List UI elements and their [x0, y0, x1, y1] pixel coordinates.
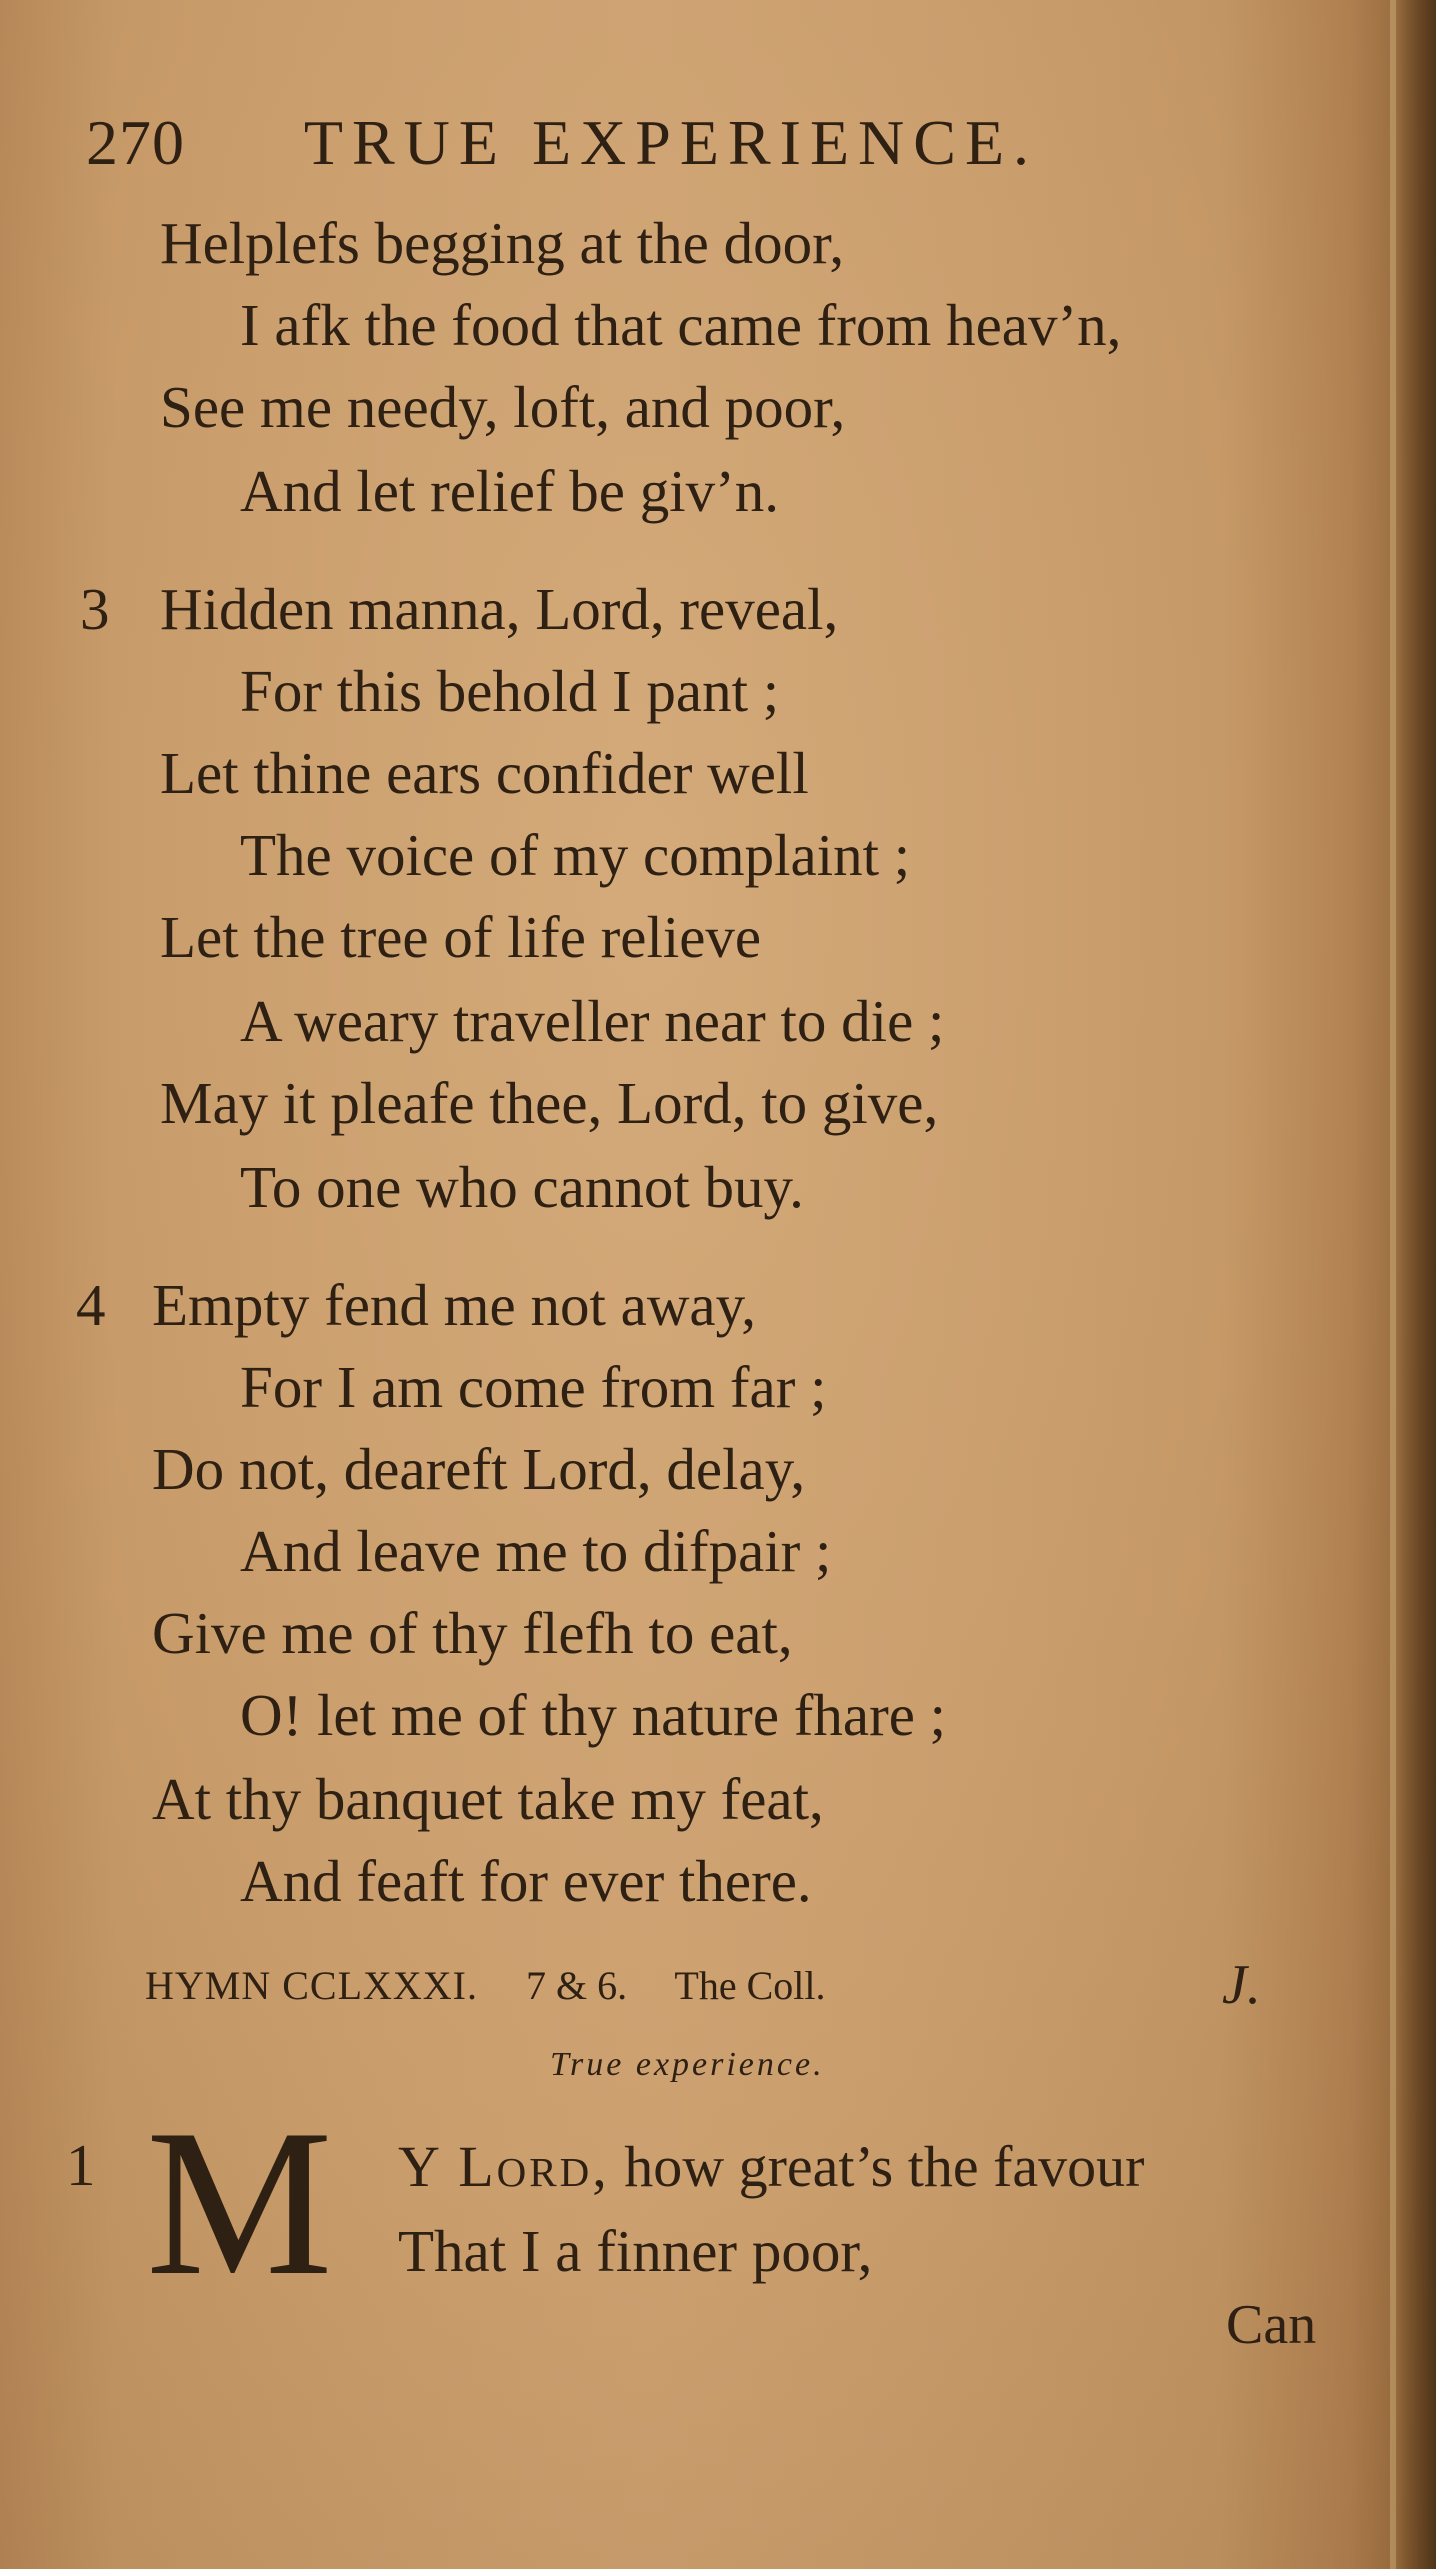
hymn-author-mark: J. [1222, 1954, 1261, 2016]
verse-line: Empty fend me not away, [152, 1272, 757, 1338]
verse-line-first [398, 2132, 1144, 2202]
verse-line: Do not, deareft Lord, delay, [152, 1436, 806, 1502]
hymn-subtitle: True experience. [550, 2046, 825, 2083]
verse-line: The voice of my complaint ; [240, 822, 911, 888]
verse-line: I afk the food that came from heav’n, [240, 292, 1122, 358]
verse-line: O! let me of thy nature fhare ; [240, 1682, 947, 1748]
stanza-number: 1 [66, 2132, 96, 2198]
verse-line: At thy banquet take my feat, [152, 1766, 824, 1832]
hymn-meter: 7 & 6. [526, 1963, 628, 2008]
verse-line: Hidden manna, Lord, reveal, [160, 576, 839, 642]
verse-line: That I a finner poor, [398, 2218, 873, 2284]
verse-line: And let relief be giv’n. [240, 458, 780, 524]
verse-line: Let thine ears confider well [160, 740, 809, 806]
running-title: TRUE EXPERIENCE. [303, 107, 1039, 178]
stanza-number: 4 [76, 1272, 106, 1338]
verse-line: To one who cannot buy. [240, 1154, 804, 1220]
running-header [86, 108, 1038, 178]
verse-line: For I am come from far ; [240, 1354, 827, 1420]
stanza-number: 3 [80, 576, 110, 642]
page-edge-shadow [1396, 0, 1436, 2569]
verse-line: See me needy, loft, and poor, [160, 374, 846, 440]
verse-line: May it pleafe thee, Lord, to give, [160, 1070, 939, 1136]
hymn-title: HYMN CCLXXXI. [145, 1963, 478, 2008]
verse-line: And leave me to difpair ; [240, 1518, 832, 1584]
catchword: Can [1226, 2294, 1317, 2356]
verse-line: And feaft for ever there. [240, 1848, 812, 1914]
hymn-heading [145, 1956, 826, 2016]
verse-line-rest: how great’s the favour [624, 2134, 1145, 2199]
page-number: 270 [86, 107, 185, 178]
verse-line: Give me of thy flefh to eat, [152, 1600, 793, 1666]
verse-line: Helplefs begging at the door, [160, 210, 845, 276]
verse-line: Let the tree of life relieve [160, 904, 762, 970]
opening-words: Y Lord, [398, 2134, 610, 2199]
verse-line: For this behold I pant ; [240, 658, 780, 724]
drop-cap: M [146, 2087, 333, 2319]
verse-line: A weary traveller near to die ; [240, 988, 945, 1054]
hymn-tune: The Coll. [674, 1963, 826, 2008]
